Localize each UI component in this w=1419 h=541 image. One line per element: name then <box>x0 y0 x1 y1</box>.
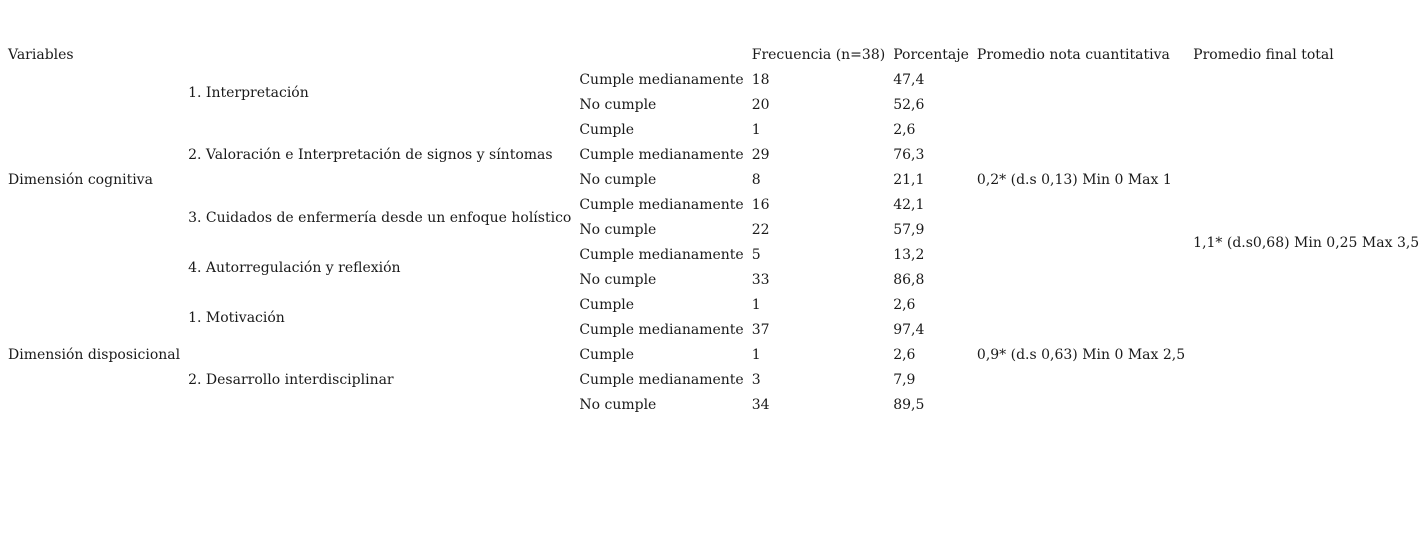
level-cell: No cumple <box>579 172 657 188</box>
pct-cell: 57,9 <box>893 222 925 238</box>
subdimension-label: 1. Interpretación <box>188 84 309 101</box>
pct-cell: 2,6 <box>893 347 916 363</box>
freq-cell: 33 <box>751 272 770 288</box>
header-blank-sub <box>180 43 571 68</box>
freq-cell: 1 <box>751 297 761 313</box>
level-cell: Cumple medianamente <box>579 72 744 88</box>
header-blank-level <box>571 43 743 68</box>
level-cell: No cumple <box>579 397 657 413</box>
freq-cell: 1 <box>751 122 761 138</box>
subdimension-label: 2. Valoración e Interpretación de signos y síntomas <box>188 147 553 163</box>
dimension-disposicional-label: Dimensión disposicional <box>8 347 181 363</box>
freq-cell: 29 <box>751 147 770 163</box>
pct-cell: 7,9 <box>893 372 916 388</box>
level-cell: Cumple medianamente <box>579 197 744 213</box>
subdimension-label: 1. Motivación <box>188 309 285 326</box>
freq-cell: 22 <box>751 222 770 238</box>
pct-cell: 89,5 <box>893 397 925 413</box>
level-cell: No cumple <box>579 222 657 238</box>
freq-cell: 1 <box>751 347 761 363</box>
pct-cell: 13,2 <box>893 247 925 263</box>
dimension-cognitiva-label: Dimensión cognitiva <box>8 172 153 188</box>
results-table-container <box>0 43 1419 418</box>
level-cell: Cumple medianamente <box>579 247 744 263</box>
promedio-disposicional: 0,9* (d.s 0,63) Min 0 Max 2,5 <box>976 347 1186 363</box>
pct-cell: 2,6 <box>893 297 916 313</box>
header-promedio-final: Promedio final total <box>1193 47 1334 63</box>
header-frecuencia: Frecuencia (n=38) <box>751 47 886 63</box>
freq-cell: 5 <box>751 247 761 263</box>
subdimension-label: 3. Cuidados de enfermería desde un enfoque holístico <box>188 209 572 226</box>
header-variables: Variables <box>8 47 74 63</box>
level-cell: Cumple <box>579 122 635 138</box>
pct-cell: 47,4 <box>893 72 925 88</box>
pct-cell: 86,8 <box>893 272 925 288</box>
level-cell: Cumple medianamente <box>579 147 744 163</box>
header-porcentaje: Porcentaje <box>893 47 969 63</box>
freq-cell: 8 <box>751 172 761 188</box>
table-row <box>0 68 1419 93</box>
level-cell: Cumple medianamente <box>579 372 744 388</box>
freq-cell: 34 <box>751 397 770 413</box>
pct-cell: 2,6 <box>893 122 916 138</box>
level-cell: Cumple <box>579 297 635 313</box>
pct-cell: 52,6 <box>893 97 925 113</box>
freq-cell: 3 <box>751 372 761 388</box>
results-table <box>0 43 1419 418</box>
header-row <box>0 43 1419 68</box>
pct-cell: 21,1 <box>893 172 925 188</box>
pct-cell: 97,4 <box>893 322 925 338</box>
subdimension-label: 2. Desarrollo interdisciplinar <box>188 372 394 388</box>
promedio-cognitiva: 0,2* (d.s 0,13) Min 0 Max 1 <box>976 172 1172 188</box>
subdimension-label: 4. Autorregulación y reflexión <box>188 259 401 276</box>
freq-cell: 18 <box>751 72 770 88</box>
level-cell: No cumple <box>579 97 657 113</box>
promedio-final-total: 1,1* (d.s0,68) Min 0,25 Max 3,5 <box>1193 234 1419 251</box>
freq-cell: 16 <box>751 197 770 213</box>
pct-cell: 76,3 <box>893 147 925 163</box>
freq-cell: 37 <box>751 322 770 338</box>
level-cell: Cumple <box>579 347 635 363</box>
level-cell: Cumple medianamente <box>579 322 744 338</box>
freq-cell: 20 <box>751 97 770 113</box>
level-cell: No cumple <box>579 272 657 288</box>
pct-cell: 42,1 <box>893 197 925 213</box>
header-promedio-nota: Promedio nota cuantitativa <box>976 47 1170 63</box>
